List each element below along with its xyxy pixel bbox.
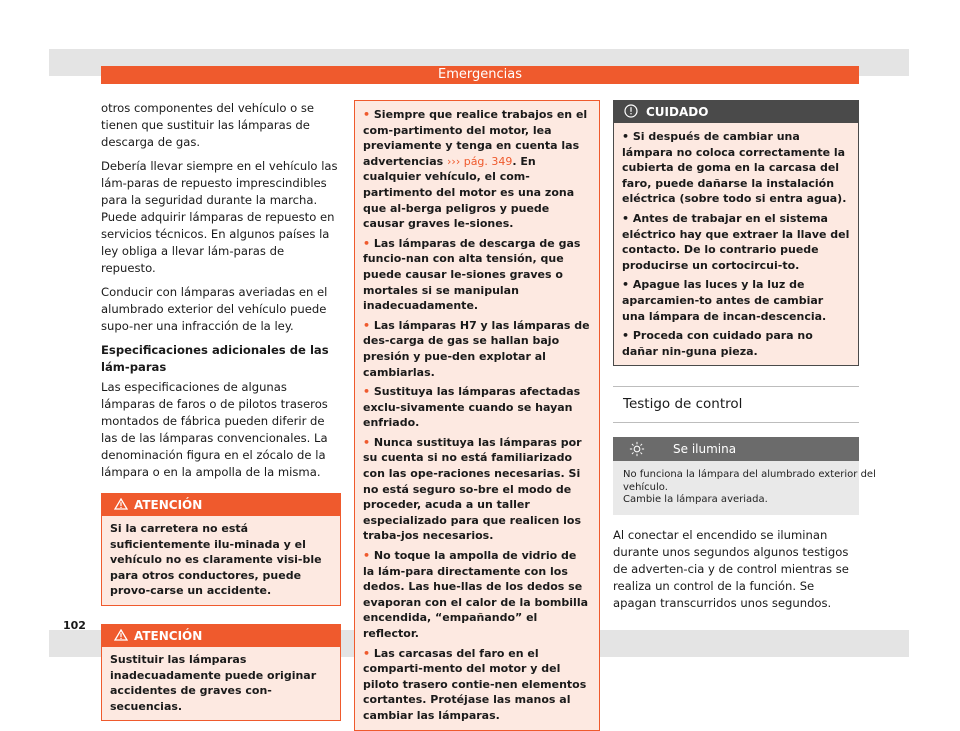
bullet-item: • Apague las luces y la luz de aparcamien-to antes de cambiar una lámpara de incan-descencia.	[622, 278, 827, 323]
paragraph: Debería llevar siempre en el vehículo las lám-paras de repuesto imprescindibles para la seguridad durante la marcha. Puede adquirir lámparas de repuesto en servicios técnicos. En algunos países la ley obliga a llevar lám-paras de repuesto.	[101, 159, 338, 275]
bullet-item: • Las carcasas del faro en el comparti-mento del motor y del piloto trasero contie-nen elementos cortantes. Protéjase las manos al cambiar las lámparas.	[363, 646, 587, 722]
lamp-icon	[629, 441, 645, 457]
page-number: 102	[63, 619, 86, 632]
lamp-description: No funciona la lámpara del alumbrado exterior del vehículo. Cambie la lámpara averiada.	[613, 461, 859, 515]
chapter-header: Emergencias	[101, 66, 859, 84]
bullet-item: • Siempre que realice trabajos en el com-partimento del motor, lea previamente y tenga en cuenta las advertencias ››› pág. 349. En cualquier vehículo, el com-partimento del motor es una zona que al-berga peligros y puede causar graves le-siones.	[363, 108, 588, 231]
info-circle-icon	[624, 104, 638, 118]
column-middle	[354, 100, 600, 731]
paragraph: Conducir con lámparas averiadas en el alumbrado exterior del vehículo puede supo-ner una infracción de la ley.	[101, 285, 328, 333]
warning-continuation-box	[354, 100, 600, 731]
bullet-dot: •	[363, 318, 371, 332]
subheading: Especificaciones adicionales de las lám-paras	[101, 343, 329, 374]
bullet-dot: •	[363, 385, 371, 399]
caution-title: CUIDADO	[646, 105, 709, 119]
paragraph: Las especificaciones de algunas lámparas de faros o de pilotos traseros montados de fábrica pueden diferir de las de las lámparas convencionales. La denominación figura en el zócalo de la lámpara o en la ampolla de la misma.	[101, 380, 328, 479]
bullet-item: • No toque la ampolla de vidrio de la lám-para directamente con los dedos. Las hue-llas de los dedos se evaporan con el calor de la bombilla encendida, “empañando” el reflector.	[363, 549, 589, 640]
bullet-dot: •	[363, 108, 371, 121]
bullet-item: • Nunca sustituya las lámparas por su cuenta si no está familiarizado con las ope-raciones necesarias. Si no está seguro so-bre el modo de proceder, acuda a un taller especializado para que realicen los traba-jos necesarios.	[363, 435, 582, 543]
bullet-item: • Antes de trabajar en el sistema eléctrico hay que extraer la llave del contacto. De lo contrario puede producirse un cortocircui-to.	[622, 211, 850, 272]
warning-title: ATENCIÓN	[134, 498, 203, 512]
bullet-item: • Las lámparas H7 y las lámparas de des-carga de gas se hallan bajo presión y pue-den explotar al cambiarlas.	[363, 318, 590, 379]
bullet-dot: •	[622, 211, 630, 225]
warning-text: Sustituir las lámparas inadecuadamente puede originar accidentes de graves con-secuencias.	[102, 647, 340, 720]
warning-title: ATENCIÓN	[134, 628, 203, 643]
bullet-item: • Si después de cambiar una lámpara no coloca correctamente la cubierta de goma en la carcasa del faro, puede dañarse la instalación eléctrica (sobre todo si entra agua).	[622, 130, 847, 206]
bullet-item: • Proceda con cuidado para no dañar nin-guna pieza.	[622, 329, 813, 358]
warning-triangle-icon	[114, 498, 128, 510]
warning-box	[101, 493, 341, 606]
warning-header	[102, 494, 340, 516]
paragraph: Al conectar el encendido se iluminan durante unos segundos algunos testigos de adverten-cia y de control mientras se realiza un control de la función. Se apagan transcurridos unos segundos.	[613, 527, 849, 610]
lamp-header	[613, 437, 859, 461]
warning-box	[101, 624, 341, 721]
bullet-item: • Las lámparas de descarga de gas funcio-nan con alta tensión, que puede causar le-siones graves o mortales si se manipulan inadecuadamente.	[363, 236, 581, 313]
section-title: Testigo de control	[613, 386, 859, 423]
lamp-title: Se ilumina	[673, 442, 737, 457]
bullet-dot: •	[622, 278, 630, 292]
bullet-item: • Sustituya las lámparas afectadas exclu-sivamente cuando se hayan enfriado.	[363, 385, 581, 430]
bullet-dot: •	[363, 435, 371, 449]
warning-header	[102, 625, 340, 647]
bullet-dot: •	[363, 646, 371, 660]
caution-header	[614, 101, 858, 123]
bullet-dot: •	[363, 236, 371, 250]
warning-text: Si la carretera no está suficientemente ilu-minada y el vehículo no es claramente visi-ble para otros conductores, puede provo-carse un accidente.	[102, 516, 340, 605]
column-left	[101, 100, 341, 721]
caution-text	[614, 123, 858, 365]
paragraph: otros componentes del vehículo o se tienen que sustituir las lámparas de descarga de gas.	[101, 101, 315, 149]
bullet-dot: •	[622, 329, 630, 343]
bullet-dot: •	[622, 130, 630, 143]
page-reference-link[interactable]: ››› pág. 349	[447, 154, 513, 168]
bullet-dot: •	[363, 549, 371, 563]
caution-box	[613, 100, 859, 366]
warning-triangle-icon	[114, 629, 128, 641]
column-right	[613, 100, 876, 619]
